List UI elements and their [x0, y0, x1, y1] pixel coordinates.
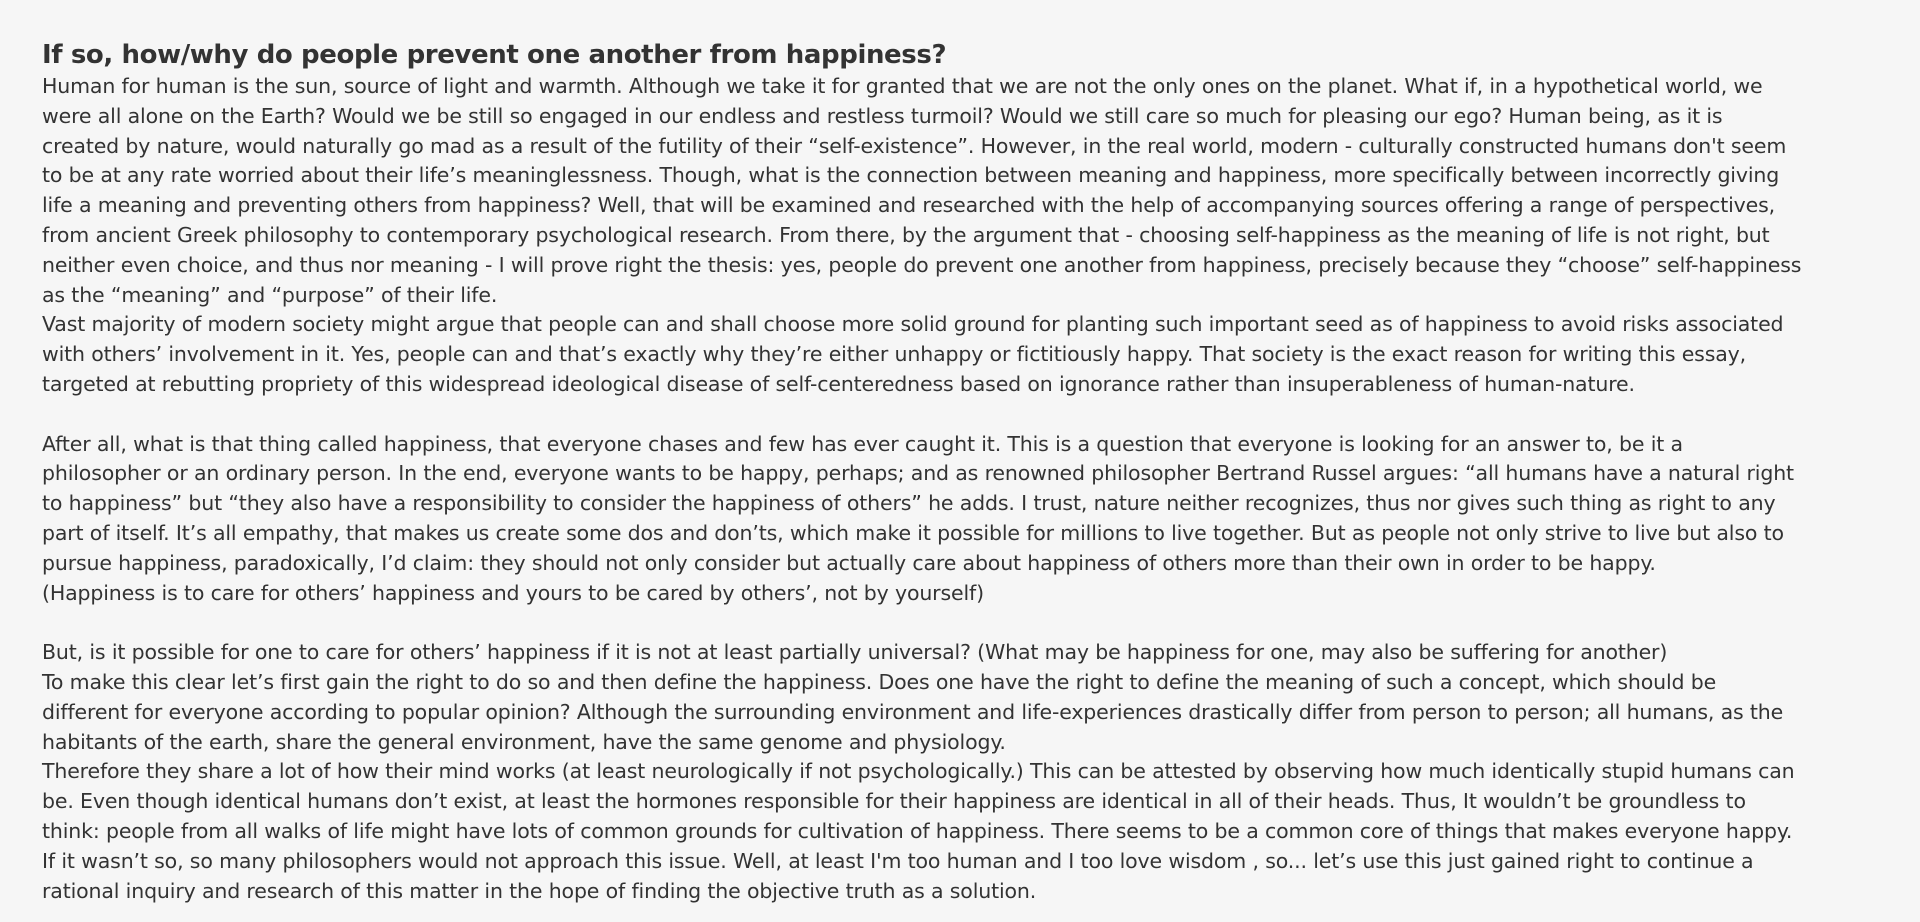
paragraph-happiness-definition: After all, what is that thing called happiness, that everyone chases and few has ever caught it. This is a question that everyone is looking for an answer to, be it a philosopher or an ordinary person. In the end, everyone wants to be happy, perhaps; and as renowned philosopher Bertrand Russel argues: “all humans have a natural right to happiness” but “they also have a responsibility to consider the happiness of others” he adds. I trust, nature neither recognizes, thus nor gives such thing as right to any part of itself. It’s all empathy, that makes us create some dos and don’ts, which make it possible for millions to live together. But as people not only strive to live but also to pursue happiness, paradoxically, I’d claim: they should not only consider but actually care about happiness of others more than their own in order to be happy. (Happiness is to care for others’ happiness and yours to be cared by others’, not by yourself): [42, 431, 1794, 605]
document-body: [42, 38, 1902, 906]
paragraph-society: Vast majority of modern society might argue that people can and shall choose more solid ground for planting such important seed as of happiness to avoid risks associated with others’ involvement in it. Yes, people can and that’s exactly why they’re either unhappy or fictitiously happy. That society is the exact reason for writing this essay, targeted at rebutting propriety of this widespread ideological disease of self-centeredness based on ignorance rather than insuperableness of human-nature.: [42, 312, 1784, 396]
paragraph-universal-question: But, is it possible for one to care for others’ happiness if it is not at least partially universal? (What may be happiness for one, may also be suffering for another): [42, 640, 1668, 665]
paragraph-intro: Human for human is the sun, source of light and warmth. Although we take it for granted that we are not the only ones on the planet. What if, in a hypothetical world, we were all alone on the Earth? Would we be still so engaged in our endless and restless turmoil? Would we still care so much for pleasing our ego? Human being, as it is created by nature, would naturally go mad as a result of the futility of their “self-existence”. However, in the real world, modern - culturally constructed humans don't seem to be at any rate worried about their life’s meaninglessness. Though, what is the connection between meaning and happiness, more specifically between incorrectly giving life a meaning and preventing others from happiness? Well, that will be examined and researched with the help of accompanying sources offering a range of perspectives, from ancient Greek philosophy to contemporary psychological research. From there, by the argument that - choosing self-happiness as the meaning of life is not right, but neither even choice, and thus nor meaning - I will prove right the thesis: yes, people do prevent one another from happiness, precisely because they “choose” self-happiness as the “meaning” and “purpose” of their life.: [42, 74, 1802, 307]
document-heading: If so, how/why do people prevent one another from happiness?: [42, 40, 947, 70]
paragraph-right-to-define: To make this clear let’s first gain the right to do so and then define the happiness. Does one have the right to define the meaning of such a concept, which should be different for everyone according to popular opinion? Although the surrounding environment and life-experiences drastically differ from person to person; all humans, as the habitants of the earth, share the general environment, have the same genome and physiology.: [42, 669, 1784, 754]
paragraph-spacer: [42, 400, 1902, 430]
paragraph-spacer: [42, 608, 1902, 638]
paragraph-common-core: Therefore they share a lot of how their mind works (at least neurologically if not psychologically.) This can be attested by observing how much identically stupid humans can be. Even though identical humans don’t exist, at least the hormones responsible for their happiness are identical in all of their heads. Thus, It wouldn’t be groundless to think: people from all walks of life might have lots of common grounds for cultivation of happiness. There seems to be a common core of things that makes everyone happy. If it wasn’t so, so many philosophers would not approach this issue. Well, at least I'm too human and I too love wisdom , so... let’s use this just gained right to continue a rational inquiry and research of this matter in the hope of finding the objective truth as a solution.: [42, 759, 1795, 903]
